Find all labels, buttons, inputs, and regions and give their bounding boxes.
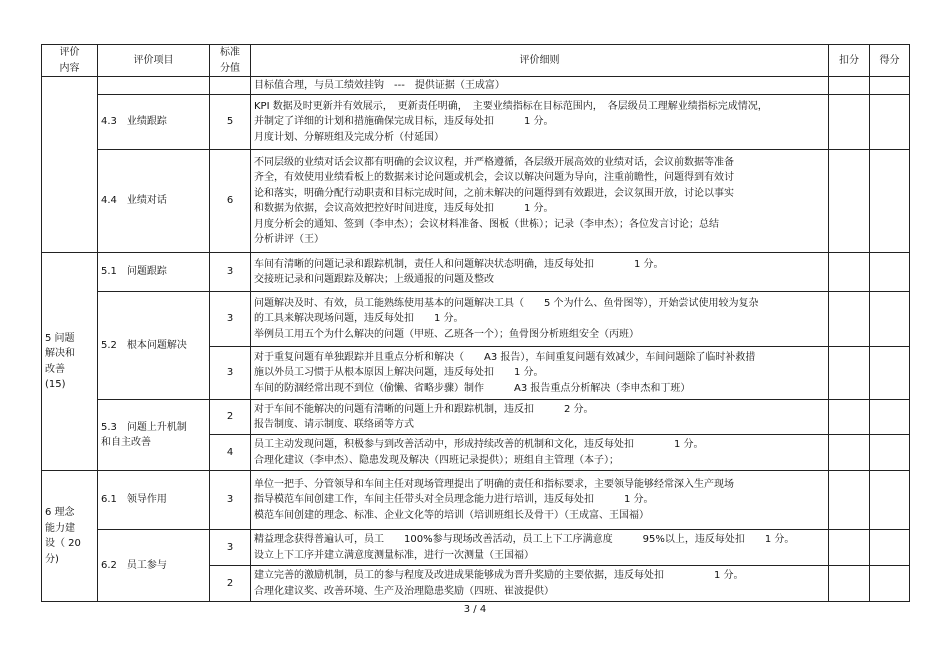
score-cell: 4 (210, 435, 251, 471)
rule-cell: 目标值合理，与员工绩效挂钩 --- 提供证据（王成富） (251, 77, 829, 95)
gain-cell (870, 347, 910, 400)
gain-cell (870, 566, 910, 602)
deduct-cell (829, 150, 870, 253)
rule-cell: 对于重复问题有单独跟踪并且重点分析和解决（ A3 报告），车间重复问题有效减少，车间问题除了临时补救措 施以外员工习惯于从根本原因上解决问题，违反每处扣 1 分。 车间的防涸经常出现不到位（偷懒、省略步骤）制作 A3 报告重点分析解决（李申杰和丁班） (251, 347, 829, 400)
score-cell: 5 (210, 95, 251, 150)
score-cell: 6 (210, 150, 251, 253)
gain-cell (870, 77, 910, 95)
gain-cell (870, 292, 910, 347)
deduct-cell (829, 435, 870, 471)
category-cell (42, 77, 98, 253)
gain-cell (870, 95, 910, 150)
item-cell: 5.3 问题上升机制 和自主改善 (98, 400, 210, 471)
rule-cell: 问题解决及时、有效，员工能熟练使用基本的问题解决工具（ 5 个为什么、鱼骨图等），开始尝试使用较为复杂 的工具来解决现场问题，违反每处扣 1 分。 举例员工用五个为什么解决的问题（甲班、乙班各一个）；鱼骨图分析班组安全（丙班） (251, 292, 829, 347)
gain-cell (870, 530, 910, 566)
deduct-cell (829, 347, 870, 400)
item-cell: 6.1 领导作用 (98, 471, 210, 530)
deduct-cell (829, 95, 870, 150)
table-row (42, 150, 910, 253)
header-item: 评价项目 (98, 45, 210, 77)
deduct-cell (829, 292, 870, 347)
rule-cell: 对于车间不能解决的问题有清晰的问题上升和跟踪机制，违反扣 2 分。 报告制度、请示制度、联络函等方式 (251, 400, 829, 435)
deduct-cell (829, 530, 870, 566)
page-number: 3 / 4 (463, 604, 487, 615)
deduct-cell (829, 77, 870, 95)
score-cell: 3 (210, 253, 251, 292)
rule-cell: KPI 数据及时更新并有效展示， 更新责任明确， 主要业绩指标在目标范围内， 各层级员工理解业绩指标完成情况， 并制定了详细的计划和措施确保完成目标，违反每处扣 1 分。 月度计划、分解班组及完成分析（付延国） (251, 95, 829, 150)
item-cell: 5.1 问题跟踪 (98, 253, 210, 292)
table-row (42, 292, 910, 347)
score-cell (210, 77, 251, 95)
evaluation-table (41, 44, 910, 602)
item-cell (98, 77, 210, 95)
rule-cell: 不同层级的业绩对话会议都有明确的会议议程，并严格遵循，各层级开展高效的业绩对话，会议前数据等准备 齐全，有效使用业绩看板上的数据来讨论问题或机会，会议以解决问题为导向，注重前瞻性，问题得到有效讨 论和落实，明确分配行动职责和目标完成时间，之前未解决的问题得到有效跟进，会议氛围开放，讨论以事实 和数据为依据，会议高效把控好时间进度，违反每处扣 1 分。 月度分析会的通知、签到（李申杰）；会议材料准备、图板（世栋）；记录（李申杰）；各位发言讨论；总结 分析讲评（王） (251, 150, 829, 253)
category-cell: 6 理念 能力建 设（ 20 分) (42, 471, 98, 602)
rule-cell: 单位一把手、分管领导和车间主任对现场管理提出了明确的责任和指标要求，主要领导能够经常深入生产现场 指导模范车间创建工作，车间主任带头对全员理念能力进行培训，违反每处扣 1 分。 模范车间创建的理念、标准、企业文化等的培训（培训班组长及骨干）（王成富、王国福） (251, 471, 829, 530)
score-cell: 3 (210, 292, 251, 347)
score-cell: 3 (210, 347, 251, 400)
rule-cell: 车间有清晰的问题记录和跟踪机制，责任人和问题解决状态明确，违反每处扣 1 分。 交接班记录和问题跟踪及解决；上级通报的问题及整改 (251, 253, 829, 292)
header-category: 评价 内容 (42, 45, 98, 77)
table-row (42, 400, 910, 435)
gain-cell (870, 435, 910, 471)
score-cell: 3 (210, 530, 251, 566)
item-cell: 4.3 业绩跟踪 (98, 95, 210, 150)
rule-cell: 建立完善的激励机制，员工的参与程度及改进成果能够成为晋升奖励的主要依据，违反每处扣 1 分。 合理化建议奖、改善环境、生产及治理隐患奖励（四班、崔波提供） (251, 566, 829, 602)
gain-cell (870, 150, 910, 253)
header-score: 标准 分值 (210, 45, 251, 77)
table-row (42, 253, 910, 292)
rule-cell: 员工主动发现问题，积极参与到改善活动中，形成持续改善的机制和文化，违反每处扣 1 分。 合理化建议（李申杰）、隐患发现及解决（四班记录提供）；班组自主管理（本子）； (251, 435, 829, 471)
header-deduct: 扣分 (829, 45, 870, 77)
header-rule: 评价细则 (251, 45, 829, 77)
deduct-cell (829, 566, 870, 602)
header-gain: 得分 (870, 45, 910, 77)
gain-cell (870, 400, 910, 435)
score-cell: 2 (210, 400, 251, 435)
score-cell: 2 (210, 566, 251, 602)
item-cell: 5.2 根本问题解决 (98, 292, 210, 400)
gain-cell (870, 471, 910, 530)
item-cell: 4.4 业绩对话 (98, 150, 210, 253)
table-row (42, 471, 910, 530)
table-row (42, 530, 910, 566)
table-row (42, 77, 910, 95)
rule-cell: 精益理念获得普遍认可，员工 100%参与现场改善活动，员工上下工序满意度 95%以上，违反每处扣 1 分。 设立上下工序并建立满意度测量标准，进行一次测量（王国福） (251, 530, 829, 566)
score-cell: 3 (210, 471, 251, 530)
table-row (42, 95, 910, 150)
deduct-cell (829, 400, 870, 435)
item-cell: 6.2 员工参与 (98, 530, 210, 602)
deduct-cell (829, 253, 870, 292)
category-cell: 5 问题 解决和 改善 (15) (42, 253, 98, 471)
header-row (42, 45, 910, 77)
deduct-cell (829, 471, 870, 530)
gain-cell (870, 253, 910, 292)
